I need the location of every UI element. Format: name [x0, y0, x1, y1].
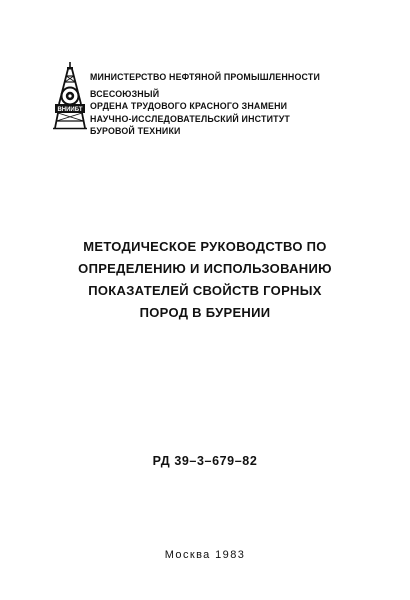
publication-place-year: Москва 1983 — [164, 549, 246, 561]
institute-line: НАУЧНО-ИССЛЕДОВАТЕЛЬСКИЙ ИНСТИТУТ — [90, 113, 290, 125]
institute-line: БУРОВОЙ ТЕХНИКИ — [90, 125, 181, 137]
title-line: МЕТОДИЧЕСКОЕ РУКОВОДСТВО ПО — [83, 239, 327, 254]
title-line: ОПРЕДЕЛЕНИЮ И ИСПОЛЬЗОВАНИЮ — [78, 261, 332, 276]
oil-derrick-emblem-icon — [52, 60, 88, 132]
document-code: РД 39–3–679–82 — [152, 454, 258, 468]
title-line: ПОКАЗАТЕЛЕЙ СВОЙСТВ ГОРНЫХ — [88, 283, 322, 298]
logo-text: ВНИИБТ — [57, 107, 83, 113]
institute-line: ОРДЕНА ТРУДОВОГО КРАСНОГО ЗНАМЕНИ — [90, 101, 288, 113]
institute-line: ВСЕСОЮЗНЫЙ — [90, 89, 160, 101]
title-line: ПОРОД В БУРЕНИИ — [139, 305, 271, 320]
ministry-name: МИНИСТЕРСТВО НЕФТЯНОЙ ПРОМЫШЛЕННОСТИ — [90, 72, 321, 83]
document-title — [40, 236, 370, 324]
organization-block — [90, 72, 369, 138]
